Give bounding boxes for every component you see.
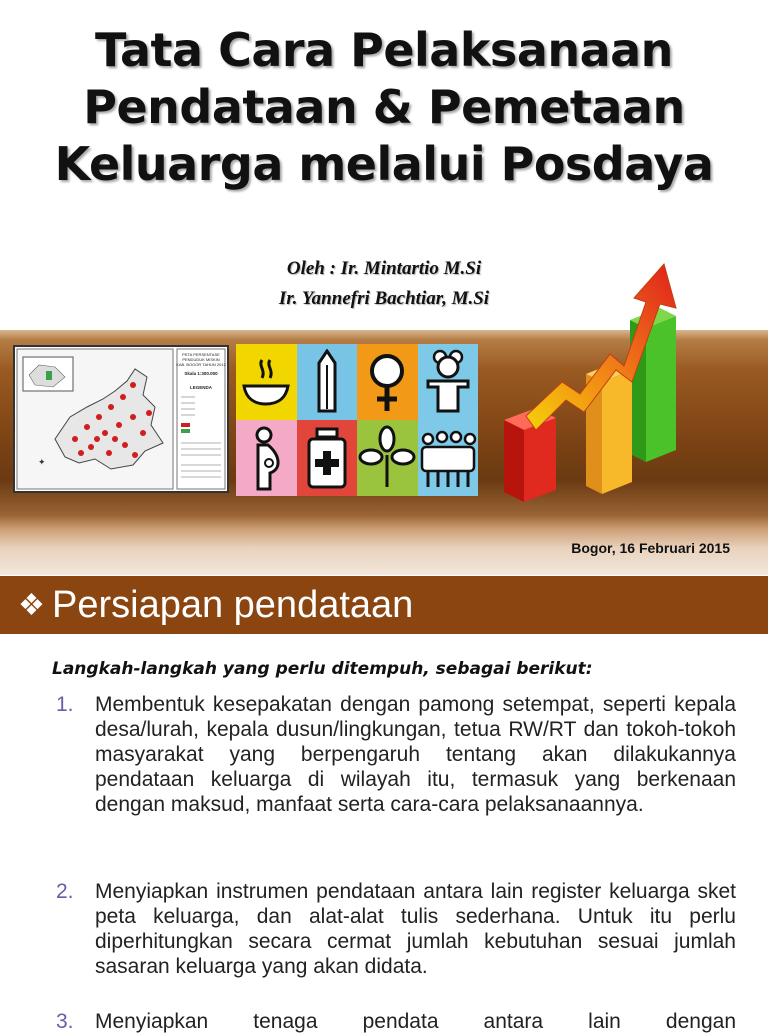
author-line-2: Ir. Yannefri Bachtiar, M.Si [278, 288, 490, 309]
food-bowl-icon [236, 344, 297, 420]
presentation-date: Bogor, 16 Februari 2015 [571, 540, 730, 556]
plant-icon [357, 420, 418, 496]
section-heading: Persiapan pendataan [52, 584, 414, 626]
list-item-text: Menyiapkan tenaga pendata antara lain dengan [95, 1010, 736, 1033]
map-legend-title: LEGENDA [189, 385, 213, 390]
diamond-bullet-icon: ❖ [18, 589, 45, 622]
child-icon [418, 344, 479, 420]
map-title-2: PENDUDUK MISKIN [182, 357, 220, 362]
section-intro: Langkah-langkah yang perlu ditempuh, sebagai berikut: [52, 659, 593, 679]
family-group-icon [418, 420, 479, 496]
poverty-map-image [13, 345, 229, 493]
pencil-icon [297, 344, 358, 420]
map-title-3: KAB. BOGOR TAHUN 2012 [176, 362, 226, 367]
list-item-text: Menyiapkan instrumen pendataan antara lain register keluarga sket peta keluarga, dan alat-alat tulis sederhana. Untuk itu perlu diperhitungkan secara cermat jumlah kebutuhan sesuai jumlah sasaran keluarga yang akan didata. [95, 880, 736, 978]
list-item-number: 1. [56, 693, 74, 716]
map-scale: Skala 1:300.000 [184, 371, 218, 376]
list-item-text: Membentuk kesepakatan dengan pamong setempat, seperti kepala desa/lurah, kepala dusun/lingkungan, tetua RW/RT dan tokoh-tokoh masyarakat yang berpengaruh tentang akan dilakukannya pendataan keluarga di wilayah itu, termasuk yang berkenaan dengan maksud, manfaat serta cara-cara pelaksanaannya. [95, 693, 736, 816]
medicine-bottle-icon [297, 420, 358, 496]
svg-text:✦: ✦ [38, 458, 46, 468]
title-line-1: Tata Cara Pelaksanaan [95, 23, 673, 77]
growth-bars-illustration [500, 262, 690, 507]
title-line-2: Pendataan & Pemetaan [83, 80, 685, 134]
slide-title [0, 22, 768, 193]
female-symbol-icon [357, 344, 418, 420]
pregnant-woman-icon [236, 420, 297, 496]
author-line-1: Oleh : Ir. Mintartio M.Si [286, 258, 482, 279]
list-item [56, 879, 736, 979]
list-item [56, 1009, 736, 1034]
list-item-number: 2. [56, 880, 74, 903]
map-title-1: PETA PERSENTASE [182, 352, 220, 357]
pictogram-grid [236, 344, 478, 496]
list-item-number: 3. [56, 1010, 74, 1033]
list-item [56, 692, 736, 817]
map-graphic [15, 347, 227, 491]
title-line-3: Keluarga melalui Posdaya [54, 137, 714, 191]
